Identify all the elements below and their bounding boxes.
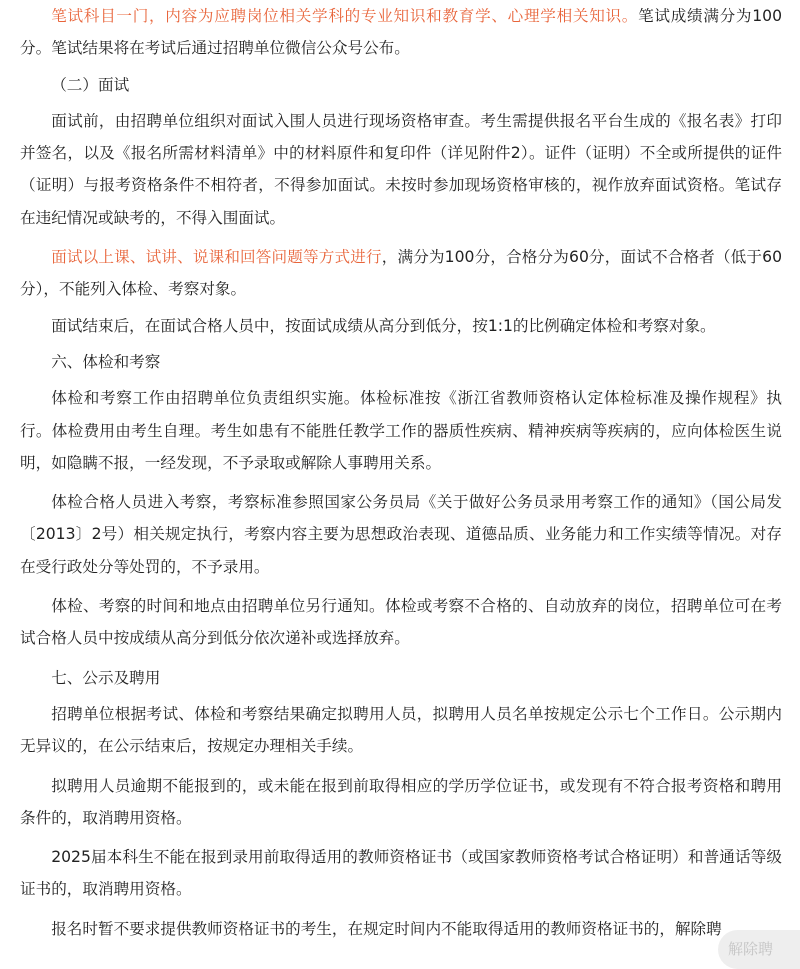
paragraph-text: 报名时暂不要求提供教师资格证书的考生，在规定时间内不能取得适用的教师资格证书的，解除聘 bbox=[51, 919, 722, 938]
section-heading bbox=[20, 346, 782, 378]
paragraph-text: （二）面试 bbox=[51, 75, 130, 94]
paragraph-text: ，满分为100分，合格分为60分，面试不合格者（低于60分），不能列入体检、考察对象。 bbox=[20, 248, 782, 299]
paragraph bbox=[20, 0, 782, 65]
section-heading bbox=[20, 69, 782, 101]
paragraph bbox=[20, 105, 782, 234]
paragraph-text: 笔试成绩满分为100分。笔试结果将在考试后通过招聘单位微信公众号公布。 bbox=[20, 7, 782, 58]
paragraph-text: 体检、考察的时间和地点由招聘单位另行通知。体检或考察不合格的、自动放弃的岗位，招聘单位可在考试合格人员中按成绩从高分到低分依次递补或选择放弃。 bbox=[20, 597, 782, 648]
paragraph bbox=[20, 770, 782, 835]
paragraph-text: 面试前，由招聘单位组织对面试入围人员进行现场资格审查。考生需提供报名平台生成的《报名表》打印并签名，以及《报名所需材料清单》中的材料原件和复印件（详见附件2）。证件（证明）不全或所提供的证件（证明）与报考资格条件不相符者，不得参加面试。未按时参加现场资格审核的，视作放弃面试资格。笔试存在违纪情况或缺考的，不得入围面试。 bbox=[20, 111, 782, 227]
paragraph-text: 体检和考察工作由招聘单位负责组织实施。体检标准按《浙江省教师资格认定体检标准及操作规程》执行。体检费用由考生自理。考生如患有不能胜任教学工作的器质性疾病、精神疾病等疾病的，应向体检医生说明，如隐瞒不报，一经发现，不予录取或解除人事聘用关系。 bbox=[20, 389, 782, 472]
paragraph bbox=[20, 913, 782, 945]
highlighted-text: 笔试科目一门，内容为应聘岗位相关学科的专业知识和教育学、心理学相关知识。 bbox=[51, 7, 639, 25]
paragraph-text: 体检合格人员进入考察，考察标准参照国家公务员局《关于做好公务员录用考察工作的通知》（国公局发〔2013〕2号）相关规定执行，考察内容主要为思想政治表现、道德品质、业务能力和工作实绩等情况。对存在受行政处分等处罚的，不予录用。 bbox=[20, 493, 782, 576]
paragraph-text: 六、体检和考察 bbox=[51, 352, 161, 371]
paragraph bbox=[20, 382, 782, 479]
paragraph bbox=[20, 698, 782, 763]
paragraph bbox=[20, 241, 782, 306]
paragraph-text: 七、公示及聘用 bbox=[51, 668, 161, 687]
paragraph-text: 面试结束后，在面试合格人员中，按面试成绩从高分到低分，按1:1的比例确定体检和考察对象。 bbox=[51, 316, 716, 335]
paragraph bbox=[20, 841, 782, 906]
article-body bbox=[20, 0, 782, 952]
paragraph bbox=[20, 486, 782, 583]
paragraph-text: 拟聘用人员逾期不能报到的，或未能在报到前取得相应的学历学位证书，或发现有不符合报考资格和聘用条件的，取消聘用资格。 bbox=[20, 776, 782, 827]
paragraph bbox=[20, 590, 782, 655]
section-heading bbox=[20, 662, 782, 694]
paragraph-text: 招聘单位根据考试、体检和考察结果确定拟聘用人员，拟聘用人员名单按规定公示七个工作日。公示期内无异议的，在公示结束后，按规定办理相关手续。 bbox=[20, 704, 782, 756]
paragraph bbox=[20, 310, 782, 342]
highlighted-text: 面试以上课、试讲、说课和回答问题等方式进行 bbox=[51, 248, 382, 267]
paragraph-text: 2025届本科生不能在报到录用前取得适用的教师资格证书（或国家教师资格考试合格证明）和普通话等级证书的，取消聘用资格。 bbox=[20, 848, 782, 899]
expand-more-button[interactable]: 解除聘 bbox=[718, 930, 800, 969]
